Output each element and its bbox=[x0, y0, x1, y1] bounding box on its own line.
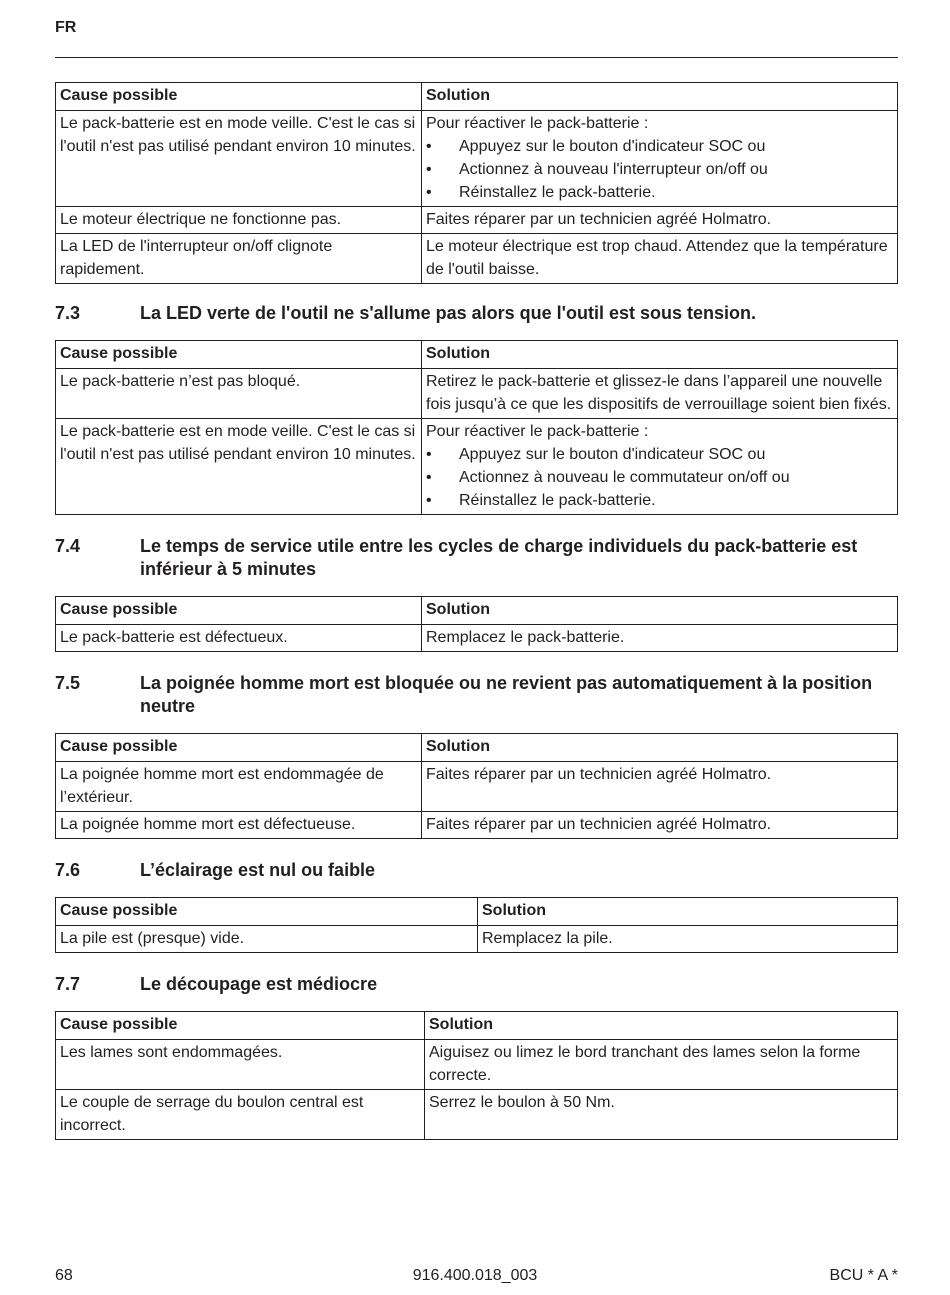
cause-header: Cause possible bbox=[56, 1012, 425, 1040]
solution-cell bbox=[422, 369, 898, 419]
table-row bbox=[56, 111, 898, 207]
solution-bullet-list bbox=[426, 135, 894, 204]
solution-bullet-item: • Réinstallez le pack-batterie. bbox=[426, 181, 894, 204]
table-row bbox=[56, 625, 898, 652]
section-number: 7.4 bbox=[55, 536, 81, 556]
troubleshooting-table bbox=[55, 897, 898, 953]
section-title: Le découpage est médiocre bbox=[140, 974, 378, 994]
solution-cell bbox=[422, 625, 898, 652]
section-number: 7.3 bbox=[55, 303, 81, 323]
section-heading bbox=[55, 859, 898, 882]
table-row bbox=[56, 234, 898, 284]
solution-text: Retirez le pack-batterie et glissez-le dans l’appareil une nouvelle fois jusqu’à ce que les dispositifs de verrouillage soient bien fixés. bbox=[426, 373, 892, 413]
table-row bbox=[56, 762, 898, 812]
solution-bullet-item: • Actionnez à nouveau l'interrupteur on/off ou bbox=[426, 158, 894, 181]
table-header-row bbox=[56, 1012, 898, 1040]
solution-header: Solution bbox=[422, 597, 898, 625]
solution-cell bbox=[422, 812, 898, 839]
troubleshooting-table bbox=[55, 733, 898, 839]
section-title: Le temps de service utile entre les cycles de charge individuels du pack-batterie est inférieur à 5 minutes bbox=[140, 536, 858, 579]
section-title: L’éclairage est nul ou faible bbox=[140, 860, 376, 880]
header-rule bbox=[55, 57, 898, 58]
table-row bbox=[56, 1040, 898, 1090]
solution-cell bbox=[425, 1090, 898, 1140]
cause-cell: Le pack-batterie est en mode veille. C'est le cas si l'outil n'est pas utilisé pendant environ 10 minutes. bbox=[56, 111, 422, 207]
section-title: La poignée homme mort est bloquée ou ne revient pas automatiquement à la position neutre bbox=[140, 673, 873, 716]
solution-text: Pour réactiver le pack-batterie : bbox=[426, 423, 649, 440]
solution-header: Solution bbox=[422, 83, 898, 111]
solution-bullet-item: • Actionnez à nouveau le commutateur on/off ou bbox=[426, 466, 894, 489]
solution-cell bbox=[478, 926, 898, 953]
product-code: BCU * A * bbox=[829, 1267, 898, 1284]
table-header-row bbox=[56, 898, 898, 926]
cause-cell: Le couple de serrage du boulon central est incorrect. bbox=[56, 1090, 425, 1140]
solution-bullet-item: • Réinstallez le pack-batterie. bbox=[426, 489, 894, 512]
solution-text: Le moteur électrique est trop chaud. Attendez que la température de l'outil baisse. bbox=[426, 238, 888, 278]
language-code: FR bbox=[55, 19, 77, 36]
cause-header: Cause possible bbox=[56, 734, 422, 762]
cause-header: Cause possible bbox=[56, 341, 422, 369]
table-header-row bbox=[56, 83, 898, 111]
cause-cell: La poignée homme mort est endommagée de l’extérieur. bbox=[56, 762, 422, 812]
section-title: La LED verte de l'outil ne s'allume pas alors que l'outil est sous tension. bbox=[140, 303, 756, 323]
table-row bbox=[56, 1090, 898, 1140]
solution-text: Faites réparer par un technicien agréé Holmatro. bbox=[426, 766, 772, 783]
table-row bbox=[56, 207, 898, 234]
table-row bbox=[56, 812, 898, 839]
document-number: 916.400.018_003 bbox=[412, 1267, 538, 1284]
section-number: 7.5 bbox=[55, 673, 81, 693]
cause-cell: Le moteur électrique ne fonctionne pas. bbox=[56, 207, 422, 234]
solution-bullet-item: • Appuyez sur le bouton d'indicateur SOC ou bbox=[426, 443, 894, 466]
table-row bbox=[56, 369, 898, 419]
table-row bbox=[56, 419, 898, 515]
troubleshooting-table bbox=[55, 82, 898, 284]
table-header-row bbox=[56, 597, 898, 625]
solution-header: Solution bbox=[422, 341, 898, 369]
solution-header: Solution bbox=[425, 1012, 898, 1040]
table-header-row bbox=[56, 734, 898, 762]
page-number: 68 bbox=[55, 1267, 73, 1284]
section-heading bbox=[55, 302, 898, 325]
solution-cell bbox=[422, 207, 898, 234]
troubleshooting-table bbox=[55, 596, 898, 652]
cause-cell: La pile est (presque) vide. bbox=[56, 926, 478, 953]
section-heading bbox=[55, 973, 898, 996]
table-header-row bbox=[56, 341, 898, 369]
solution-header: Solution bbox=[478, 898, 898, 926]
cause-cell: Le pack-batterie est en mode veille. C'est le cas si l'outil n'est pas utilisé pendant environ 10 minutes. bbox=[56, 419, 422, 515]
cause-cell: Les lames sont endommagées. bbox=[56, 1040, 425, 1090]
cause-cell: Le pack-batterie est défectueux. bbox=[56, 625, 422, 652]
table-row bbox=[56, 926, 898, 953]
cause-header: Cause possible bbox=[56, 83, 422, 111]
solution-text: Faites réparer par un technicien agréé Holmatro. bbox=[426, 211, 772, 228]
solution-text: Remplacez la pile. bbox=[482, 930, 613, 947]
troubleshooting-content bbox=[55, 82, 898, 1140]
cause-header: Cause possible bbox=[56, 898, 478, 926]
solution-cell bbox=[425, 1040, 898, 1090]
solution-text: Faites réparer par un technicien agréé Holmatro. bbox=[426, 816, 772, 833]
cause-cell: La poignée homme mort est défectueuse. bbox=[56, 812, 422, 839]
section-heading bbox=[55, 535, 898, 581]
solution-header: Solution bbox=[422, 734, 898, 762]
cause-header: Cause possible bbox=[56, 597, 422, 625]
solution-text: Remplacez le pack-batterie. bbox=[426, 629, 625, 646]
solution-cell bbox=[422, 762, 898, 812]
solution-text: Pour réactiver le pack-batterie : bbox=[426, 115, 649, 132]
solution-bullet-list bbox=[426, 443, 894, 512]
troubleshooting-table bbox=[55, 1011, 898, 1140]
section-heading bbox=[55, 672, 898, 718]
solution-cell bbox=[422, 111, 898, 207]
troubleshooting-table bbox=[55, 340, 898, 515]
section-number: 7.7 bbox=[55, 974, 81, 994]
solution-text: Aiguisez ou limez le bord tranchant des lames selon la forme correcte. bbox=[429, 1044, 861, 1084]
solution-cell bbox=[422, 419, 898, 515]
solution-cell bbox=[422, 234, 898, 284]
cause-cell: Le pack-batterie n’est pas bloqué. bbox=[56, 369, 422, 419]
section-number: 7.6 bbox=[55, 860, 81, 880]
solution-bullet-item: • Appuyez sur le bouton d'indicateur SOC ou bbox=[426, 135, 894, 158]
solution-text: Serrez le boulon à 50 Nm. bbox=[429, 1094, 615, 1111]
cause-cell: La LED de l'interrupteur on/off clignote rapidement. bbox=[56, 234, 422, 284]
